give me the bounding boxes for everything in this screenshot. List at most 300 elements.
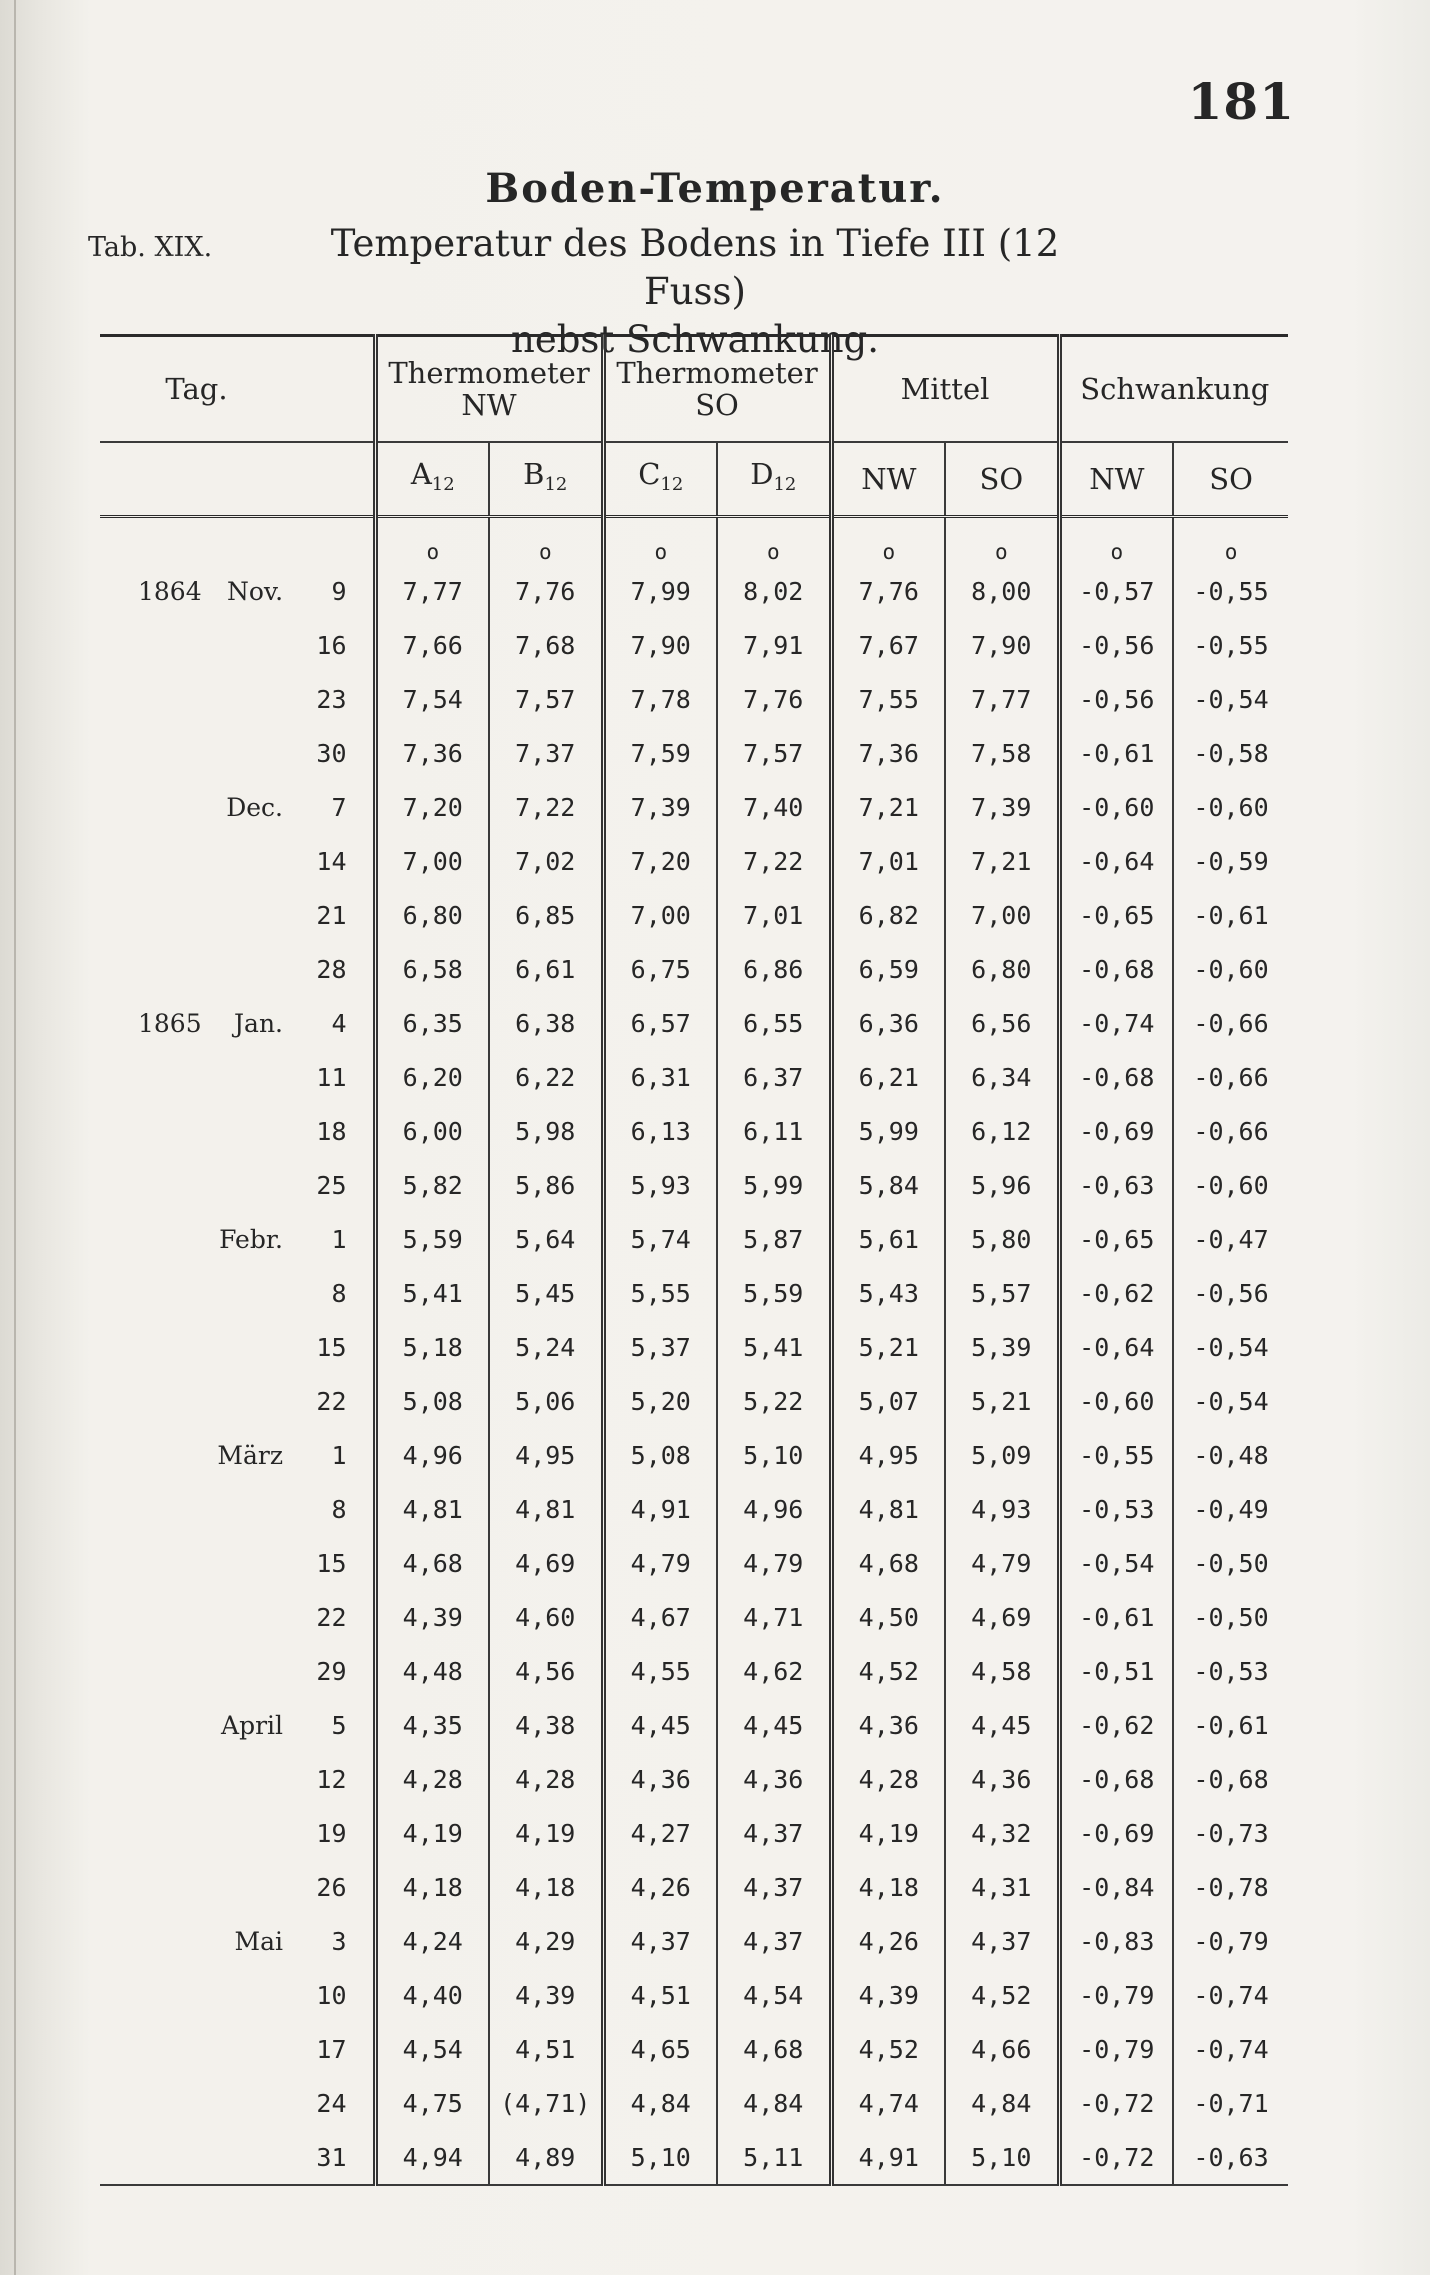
cell-mittel-so: 4,52: [945, 1968, 1059, 2022]
cell-b12: 4,60: [489, 1590, 603, 1644]
cell-mittel-so: 4,45: [945, 1698, 1059, 1752]
cell-day: 8: [293, 1266, 375, 1320]
cell-b12: 4,56: [489, 1644, 603, 1698]
cell-schwankung-nw: -0,54: [1059, 1536, 1173, 1590]
table-row: [100, 780, 1288, 834]
cell-b12: 5,86: [489, 1158, 603, 1212]
cell-mittel-nw: 4,68: [831, 1536, 945, 1590]
cell-b12: 7,57: [489, 672, 603, 726]
cell-day: 29: [293, 1644, 375, 1698]
cell-d12: 7,01: [717, 888, 831, 942]
cell-c12: 4,27: [603, 1806, 717, 1860]
cell-c12: 4,65: [603, 2022, 717, 2076]
header-mittel-nw: NW: [831, 442, 945, 517]
cell-b12: 4,28: [489, 1752, 603, 1806]
cell-b12: (4,71): [489, 2076, 603, 2130]
cell-schwankung-so: -0,63: [1173, 2130, 1288, 2185]
header-a12: $A_{12}$: [375, 442, 489, 517]
cell-schwankung-so: -0,66: [1173, 1104, 1288, 1158]
cell-c12: 5,37: [603, 1320, 717, 1374]
cell-mittel-nw: 7,67: [831, 618, 945, 672]
cell-month: [205, 1374, 293, 1428]
cell-day: 11: [293, 1050, 375, 1104]
cell-year: [100, 1698, 205, 1752]
cell-c12: 6,57: [603, 996, 717, 1050]
header-d12: $D_{12}$: [717, 442, 831, 517]
cell-mittel-nw: 4,50: [831, 1590, 945, 1644]
header-blank-sub: [293, 442, 375, 517]
cell-a12: 4,18: [375, 1860, 489, 1914]
cell-a12: 7,66: [375, 618, 489, 672]
cell-b12: 4,89: [489, 2130, 603, 2185]
cell-a12: 5,59: [375, 1212, 489, 1266]
cell-b12: 4,69: [489, 1536, 603, 1590]
cell-schwankung-nw: -0,51: [1059, 1644, 1173, 1698]
cell-mittel-so: 7,58: [945, 726, 1059, 780]
cell-schwankung-so: -0,56: [1173, 1266, 1288, 1320]
cell-year: [100, 1752, 205, 1806]
cell-c12: 4,51: [603, 1968, 717, 2022]
cell-d12: 4,68: [717, 2022, 831, 2076]
cell-b12: 4,95: [489, 1428, 603, 1482]
cell-d12: 6,11: [717, 1104, 831, 1158]
cell-a12: 4,28: [375, 1752, 489, 1806]
cell-month: [205, 1860, 293, 1914]
cell-year: [100, 1104, 205, 1158]
cell-year: [100, 834, 205, 888]
cell-mittel-so: 6,34: [945, 1050, 1059, 1104]
cell-schwankung-nw: -0,74: [1059, 996, 1173, 1050]
cell-mittel-nw: 7,76: [831, 564, 945, 618]
table-row: [100, 834, 1288, 888]
cell-d12: 7,40: [717, 780, 831, 834]
table-row: [100, 1374, 1288, 1428]
cell-mittel-so: 7,90: [945, 618, 1059, 672]
cell-month: [205, 942, 293, 996]
cell-mittel-nw: 4,36: [831, 1698, 945, 1752]
cell-month: Jan.: [234, 1008, 284, 1038]
cell-month: [205, 1266, 293, 1320]
cell-schwankung-nw: -0,64: [1059, 834, 1173, 888]
cell-d12: 7,22: [717, 834, 831, 888]
cell-c12: 5,55: [603, 1266, 717, 1320]
table-row: [100, 1914, 1288, 1968]
cell-schwankung-nw: -0,68: [1059, 1752, 1173, 1806]
cell-schwankung-so: -0,55: [1173, 618, 1288, 672]
cell-a12: 4,54: [375, 2022, 489, 2076]
table-row: [100, 1590, 1288, 1644]
table-row: [100, 1050, 1288, 1104]
table-row: [100, 1428, 1288, 1482]
cell-schwankung-so: -0,54: [1173, 1320, 1288, 1374]
header-tag-sub: [100, 442, 293, 517]
cell-c12: 4,67: [603, 1590, 717, 1644]
cell-mittel-nw: 7,55: [831, 672, 945, 726]
cell-day: 10: [293, 1968, 375, 2022]
cell-month: [205, 1806, 293, 1860]
cell-day: 30: [293, 726, 375, 780]
table-row: [100, 996, 1288, 1050]
cell-year: 1864: [138, 576, 202, 606]
degree-mark: o: [489, 517, 603, 565]
cell-b12: 7,22: [489, 780, 603, 834]
cell-year: [100, 1428, 205, 1482]
cell-year: [100, 1320, 205, 1374]
cell-mittel-nw: 6,82: [831, 888, 945, 942]
cell-mittel-so: 4,32: [945, 1806, 1059, 1860]
cell-mittel-nw: 7,01: [831, 834, 945, 888]
cell-schwankung-nw: -0,57: [1059, 564, 1173, 618]
cell-d12: 6,55: [717, 996, 831, 1050]
header-b12: $B_{12}$: [489, 442, 603, 517]
cell-month: [205, 1968, 293, 2022]
cell-day: 26: [293, 1860, 375, 1914]
cell-a12: 5,82: [375, 1158, 489, 1212]
cell-year: [100, 888, 205, 942]
cell-d12: 4,36: [717, 1752, 831, 1806]
cell-c12: 4,55: [603, 1644, 717, 1698]
cell-mittel-nw: 5,61: [831, 1212, 945, 1266]
cell-a12: 4,48: [375, 1644, 489, 1698]
table-row: [100, 564, 1288, 618]
cell-a12: 6,80: [375, 888, 489, 942]
cell-day: 15: [293, 1320, 375, 1374]
cell-b12: 5,24: [489, 1320, 603, 1374]
cell-c12: 7,20: [603, 834, 717, 888]
cell-a12: 6,00: [375, 1104, 489, 1158]
cell-b12: 5,45: [489, 1266, 603, 1320]
cell-mittel-so: 7,39: [945, 780, 1059, 834]
cell-mittel-nw: 5,84: [831, 1158, 945, 1212]
table-row: [100, 942, 1288, 996]
cell-b12: 7,02: [489, 834, 603, 888]
cell-day: 24: [293, 2076, 375, 2130]
cell-schwankung-nw: -0,65: [1059, 888, 1173, 942]
cell-mittel-so: 4,31: [945, 1860, 1059, 1914]
cell-year: [100, 2022, 205, 2076]
cell-month: [205, 1104, 293, 1158]
cell-schwankung-so: -0,74: [1173, 2022, 1288, 2076]
cell-mittel-so: 4,69: [945, 1590, 1059, 1644]
cell-mittel-so: 7,21: [945, 834, 1059, 888]
cell-b12: 6,22: [489, 1050, 603, 1104]
cell-b12: 6,85: [489, 888, 603, 942]
cell-b12: 7,37: [489, 726, 603, 780]
cell-a12: 4,40: [375, 1968, 489, 2022]
caption-line-2: nebst Schwankung.: [510, 318, 879, 361]
cell-a12: 4,24: [375, 1914, 489, 1968]
cell-schwankung-nw: -0,61: [1059, 726, 1173, 780]
cell-d12: 4,45: [717, 1698, 831, 1752]
cell-year: [100, 726, 205, 780]
cell-day: 15: [293, 1536, 375, 1590]
cell-b12: 4,81: [489, 1482, 603, 1536]
cell-day: 14: [293, 834, 375, 888]
cell-d12: 5,59: [717, 1266, 831, 1320]
cell-b12: 4,19: [489, 1806, 603, 1860]
cell-month: [205, 888, 293, 942]
degree-mark: o: [603, 517, 717, 565]
cell-year: [100, 2076, 205, 2130]
cell-mittel-so: 4,66: [945, 2022, 1059, 2076]
cell-schwankung-nw: -0,64: [1059, 1320, 1173, 1374]
cell-b12: 4,18: [489, 1860, 603, 1914]
cell-d12: 7,91: [717, 618, 831, 672]
cell-a12: 4,94: [375, 2130, 489, 2185]
cell-mittel-nw: 5,21: [831, 1320, 945, 1374]
header-mittel-so: SO: [945, 442, 1059, 517]
degree-mark: o: [1059, 517, 1173, 565]
cell-d12: 4,71: [717, 1590, 831, 1644]
cell-month: Febr.: [219, 1224, 284, 1254]
cell-schwankung-nw: -0,69: [1059, 1104, 1173, 1158]
cell-schwankung-so: -0,60: [1173, 1158, 1288, 1212]
page-title: Boden-Temperatur.: [485, 165, 945, 212]
cell-mittel-so: 5,57: [945, 1266, 1059, 1320]
header-schwankung-nw: NW: [1059, 442, 1173, 517]
cell-year: [100, 1914, 205, 1968]
cell-schwankung-nw: -0,63: [1059, 1158, 1173, 1212]
cell-schwankung-so: -0,60: [1173, 780, 1288, 834]
cell-schwankung-nw: -0,53: [1059, 1482, 1173, 1536]
cell-year: [100, 1374, 205, 1428]
table-row: [100, 1644, 1288, 1698]
cell-day: 1: [293, 1428, 375, 1482]
table-row: [100, 1104, 1288, 1158]
cell-day: 22: [293, 1590, 375, 1644]
cell-mittel-so: 5,09: [945, 1428, 1059, 1482]
cell-a12: 4,96: [375, 1428, 489, 1482]
cell-day: 12: [293, 1752, 375, 1806]
cell-d12: 6,86: [717, 942, 831, 996]
cell-schwankung-nw: -0,65: [1059, 1212, 1173, 1266]
cell-c12: 7,39: [603, 780, 717, 834]
cell-schwankung-so: -0,61: [1173, 1698, 1288, 1752]
table-row: [100, 1860, 1288, 1914]
cell-year: [100, 1968, 205, 2022]
header-schwankung-so: SO: [1173, 442, 1288, 517]
cell-month: März: [217, 1440, 284, 1470]
caption-line-1: Temperatur des Bodens in Tiefe III (12 Fuss): [330, 222, 1060, 313]
cell-year: [100, 1158, 205, 1212]
header-c12: $C_{12}$: [603, 442, 717, 517]
cell-a12: 7,54: [375, 672, 489, 726]
cell-year: 1865: [138, 1008, 202, 1038]
cell-d12: 4,79: [717, 1536, 831, 1590]
cell-schwankung-nw: -0,55: [1059, 1428, 1173, 1482]
cell-a12: 4,68: [375, 1536, 489, 1590]
cell-schwankung-so: -0,78: [1173, 1860, 1288, 1914]
cell-schwankung-nw: -0,62: [1059, 1266, 1173, 1320]
cell-c12: 5,10: [603, 2130, 717, 2185]
cell-mittel-nw: 4,81: [831, 1482, 945, 1536]
table-row: [100, 888, 1288, 942]
table-row: [100, 618, 1288, 672]
cell-schwankung-so: -0,49: [1173, 1482, 1288, 1536]
cell-a12: 7,20: [375, 780, 489, 834]
degree-mark: o: [1173, 517, 1288, 565]
cell-c12: 5,93: [603, 1158, 717, 1212]
cell-d12: 5,22: [717, 1374, 831, 1428]
cell-mittel-so: 4,58: [945, 1644, 1059, 1698]
cell-d12: 4,37: [717, 1860, 831, 1914]
cell-a12: 6,20: [375, 1050, 489, 1104]
cell-mittel-nw: 4,91: [831, 2130, 945, 2185]
cell-a12: 4,81: [375, 1482, 489, 1536]
cell-c12: 5,74: [603, 1212, 717, 1266]
cell-mittel-so: 4,84: [945, 2076, 1059, 2130]
cell-year: [100, 1050, 205, 1104]
cell-a12: 4,19: [375, 1806, 489, 1860]
degree-mark: o: [831, 517, 945, 565]
page-number: 181: [1187, 72, 1295, 131]
cell-schwankung-nw: -0,72: [1059, 2076, 1173, 2130]
cell-c12: 7,00: [603, 888, 717, 942]
cell-schwankung-nw: -0,69: [1059, 1806, 1173, 1860]
cell-c12: 4,37: [603, 1914, 717, 1968]
cell-year: [100, 1644, 205, 1698]
cell-day: 31: [293, 2130, 375, 2185]
cell-schwankung-so: -0,79: [1173, 1914, 1288, 1968]
cell-month: [205, 834, 293, 888]
cell-b12: 5,64: [489, 1212, 603, 1266]
cell-month: [205, 1050, 293, 1104]
cell-mittel-nw: 6,59: [831, 942, 945, 996]
cell-day: 4: [293, 996, 375, 1050]
cell-c12: 7,78: [603, 672, 717, 726]
cell-a12: 6,35: [375, 996, 489, 1050]
cell-c12: 7,59: [603, 726, 717, 780]
cell-day: 5: [293, 1698, 375, 1752]
cell-day: 1: [293, 1212, 375, 1266]
cell-c12: 4,45: [603, 1698, 717, 1752]
cell-year: [100, 1266, 205, 1320]
cell-schwankung-so: -0,54: [1173, 672, 1288, 726]
cell-schwankung-so: -0,55: [1173, 564, 1288, 618]
cell-d12: 4,96: [717, 1482, 831, 1536]
cell-schwankung-so: -0,50: [1173, 1590, 1288, 1644]
cell-year: [100, 2130, 205, 2185]
cell-schwankung-so: -0,60: [1173, 942, 1288, 996]
table-row: [100, 1320, 1288, 1374]
cell-mittel-nw: 6,36: [831, 996, 945, 1050]
cell-day: 8: [293, 1482, 375, 1536]
cell-month: [205, 1320, 293, 1374]
cell-month: [205, 2022, 293, 2076]
cell-day: 9: [293, 564, 375, 618]
cell-mittel-so: 5,96: [945, 1158, 1059, 1212]
cell-mittel-so: 7,77: [945, 672, 1059, 726]
binding-edge: [14, 0, 16, 2275]
header-mittel: Mittel: [831, 336, 1059, 443]
cell-c12: 5,08: [603, 1428, 717, 1482]
table-label: Tab. XIX.: [88, 232, 213, 263]
table-row: [100, 1752, 1288, 1806]
cell-year: [100, 618, 205, 672]
degree-mark: o: [717, 517, 831, 565]
cell-mittel-so: 4,36: [945, 1752, 1059, 1806]
cell-a12: 5,18: [375, 1320, 489, 1374]
cell-mittel-so: 6,80: [945, 942, 1059, 996]
cell-b12: 7,76: [489, 564, 603, 618]
cell-c12: 4,84: [603, 2076, 717, 2130]
cell-schwankung-nw: -0,68: [1059, 942, 1173, 996]
cell-d12: 5,11: [717, 2130, 831, 2185]
cell-c12: 7,90: [603, 618, 717, 672]
cell-schwankung-nw: -0,68: [1059, 1050, 1173, 1104]
cell-b12: 4,38: [489, 1698, 603, 1752]
degree-row: [100, 517, 1288, 565]
cell-schwankung-so: -0,48: [1173, 1428, 1288, 1482]
cell-schwankung-so: -0,58: [1173, 726, 1288, 780]
cell-mittel-nw: 4,52: [831, 1644, 945, 1698]
table-row: [100, 2076, 1288, 2130]
cell-c12: 4,26: [603, 1860, 717, 1914]
cell-day: 22: [293, 1374, 375, 1428]
cell-d12: 4,37: [717, 1806, 831, 1860]
cell-schwankung-nw: -0,62: [1059, 1698, 1173, 1752]
cell-mittel-nw: 5,99: [831, 1104, 945, 1158]
cell-mittel-so: 6,12: [945, 1104, 1059, 1158]
cell-day: 23: [293, 672, 375, 726]
cell-d12: 5,99: [717, 1158, 831, 1212]
table-row: [100, 1968, 1288, 2022]
cell-schwankung-so: -0,71: [1173, 2076, 1288, 2130]
cell-mittel-so: 4,79: [945, 1536, 1059, 1590]
header-thermometer-nw: Thermometer NW: [375, 336, 603, 443]
cell-month: [205, 726, 293, 780]
cell-schwankung-nw: -0,56: [1059, 672, 1173, 726]
cell-schwankung-so: -0,53: [1173, 1644, 1288, 1698]
cell-month: [205, 1482, 293, 1536]
cell-c12: 7,99: [603, 564, 717, 618]
cell-year: [100, 942, 205, 996]
cell-month: [205, 1644, 293, 1698]
cell-schwankung-nw: -0,60: [1059, 780, 1173, 834]
cell-day: 7: [293, 780, 375, 834]
cell-d12: 7,76: [717, 672, 831, 726]
table-row: [100, 1698, 1288, 1752]
cell-mittel-so: 8,00: [945, 564, 1059, 618]
cell-year: [100, 1536, 205, 1590]
cell-month: [205, 1536, 293, 1590]
table-row: [100, 1158, 1288, 1212]
cell-month: Mai: [234, 1926, 284, 1956]
cell-a12: 5,08: [375, 1374, 489, 1428]
cell-schwankung-nw: -0,72: [1059, 2130, 1173, 2185]
cell-schwankung-so: -0,54: [1173, 1374, 1288, 1428]
cell-mittel-so: 5,39: [945, 1320, 1059, 1374]
cell-day: 21: [293, 888, 375, 942]
table-row: [100, 1266, 1288, 1320]
cell-d12: 4,62: [717, 1644, 831, 1698]
table-row: [100, 2022, 1288, 2076]
degree-mark: o: [945, 517, 1059, 565]
cell-month: [205, 1158, 293, 1212]
header-thermometer-so: Thermometer SO: [603, 336, 831, 443]
cell-month: [205, 2130, 293, 2185]
cell-c12: 4,79: [603, 1536, 717, 1590]
cell-schwankung-nw: -0,60: [1059, 1374, 1173, 1428]
cell-month: Dec.: [226, 792, 284, 822]
cell-year: [100, 1806, 205, 1860]
cell-mittel-nw: 6,21: [831, 1050, 945, 1104]
cell-schwankung-so: -0,59: [1173, 834, 1288, 888]
cell-month: [205, 618, 293, 672]
cell-schwankung-so: -0,73: [1173, 1806, 1288, 1860]
cell-d12: 5,87: [717, 1212, 831, 1266]
cell-d12: 4,54: [717, 1968, 831, 2022]
